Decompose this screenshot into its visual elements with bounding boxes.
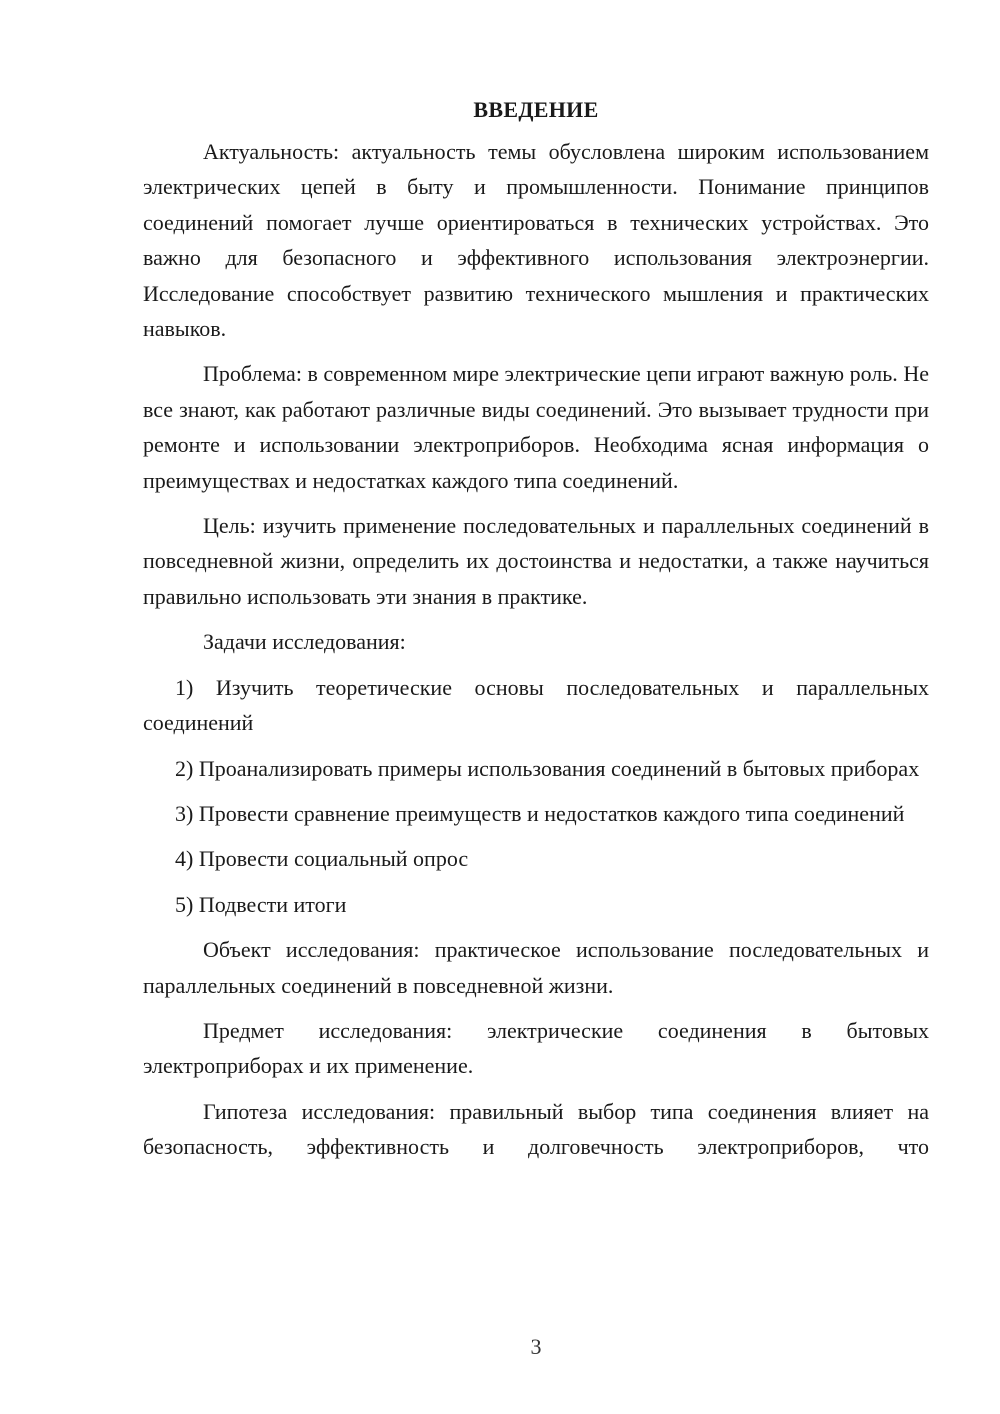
paragraph-problem: Проблема: в современном мире электрические цепи играют важную роль. Не все знают, как работают различные виды соединений. Это вызывает трудности при ремонте и использовании электроприборов. Необходима ясная информация о преимуществах и недостатках каждого типа соединений.: [143, 361, 929, 493]
paragraph-hypothesis: Гипотеза исследования: правильный выбор типа соединения влияет на безопасность, эффективность и долговечность электроприборов, что: [143, 1098, 929, 1160]
task-item-5: 5) Подвести итоги: [175, 891, 347, 917]
paragraph-object: Объект исследования: практическое использование последовательных и параллельных соединений в повседневной жизни.: [143, 937, 929, 998]
paragraph-subject: Предмет исследования: электрические соединения в бытовых электроприборах и их применение.: [143, 1017, 929, 1079]
paragraph-goal: Цель: изучить применение последовательных и параллельных соединений в повседневной жизни, определить их достоинства и недостатки, а также научиться правильно использовать эти знания в практике.: [143, 513, 929, 609]
section-title: ВВЕДЕНИЕ: [473, 97, 599, 122]
document-page: [143, 92, 929, 1165]
tasks-heading: Задачи исследования:: [203, 629, 406, 655]
task-item-2: 2) Проанализировать примеры использования соединений в бытовых приборах: [175, 755, 920, 781]
page-number: 3: [530, 1334, 542, 1359]
task-item-1: 1) Изучить теоретические основы последовательных и параллельных соединений: [143, 674, 929, 736]
paragraph-relevance: Актуальность: актуальность темы обусловлена широким использованием электрических цепей в быту и промышленности. Понимание принципов соединений помогает лучше ориентироваться в технических устройствах. Это важно для безопасного и эффективного использования электроэнергии. Исследование способствует развитию технического мышления и практических навыков.: [143, 139, 929, 342]
task-item-3: 3) Провести сравнение преимуществ и недостатков каждого типа соединений: [175, 800, 905, 826]
task-item-4: 4) Провести социальный опрос: [175, 846, 469, 872]
